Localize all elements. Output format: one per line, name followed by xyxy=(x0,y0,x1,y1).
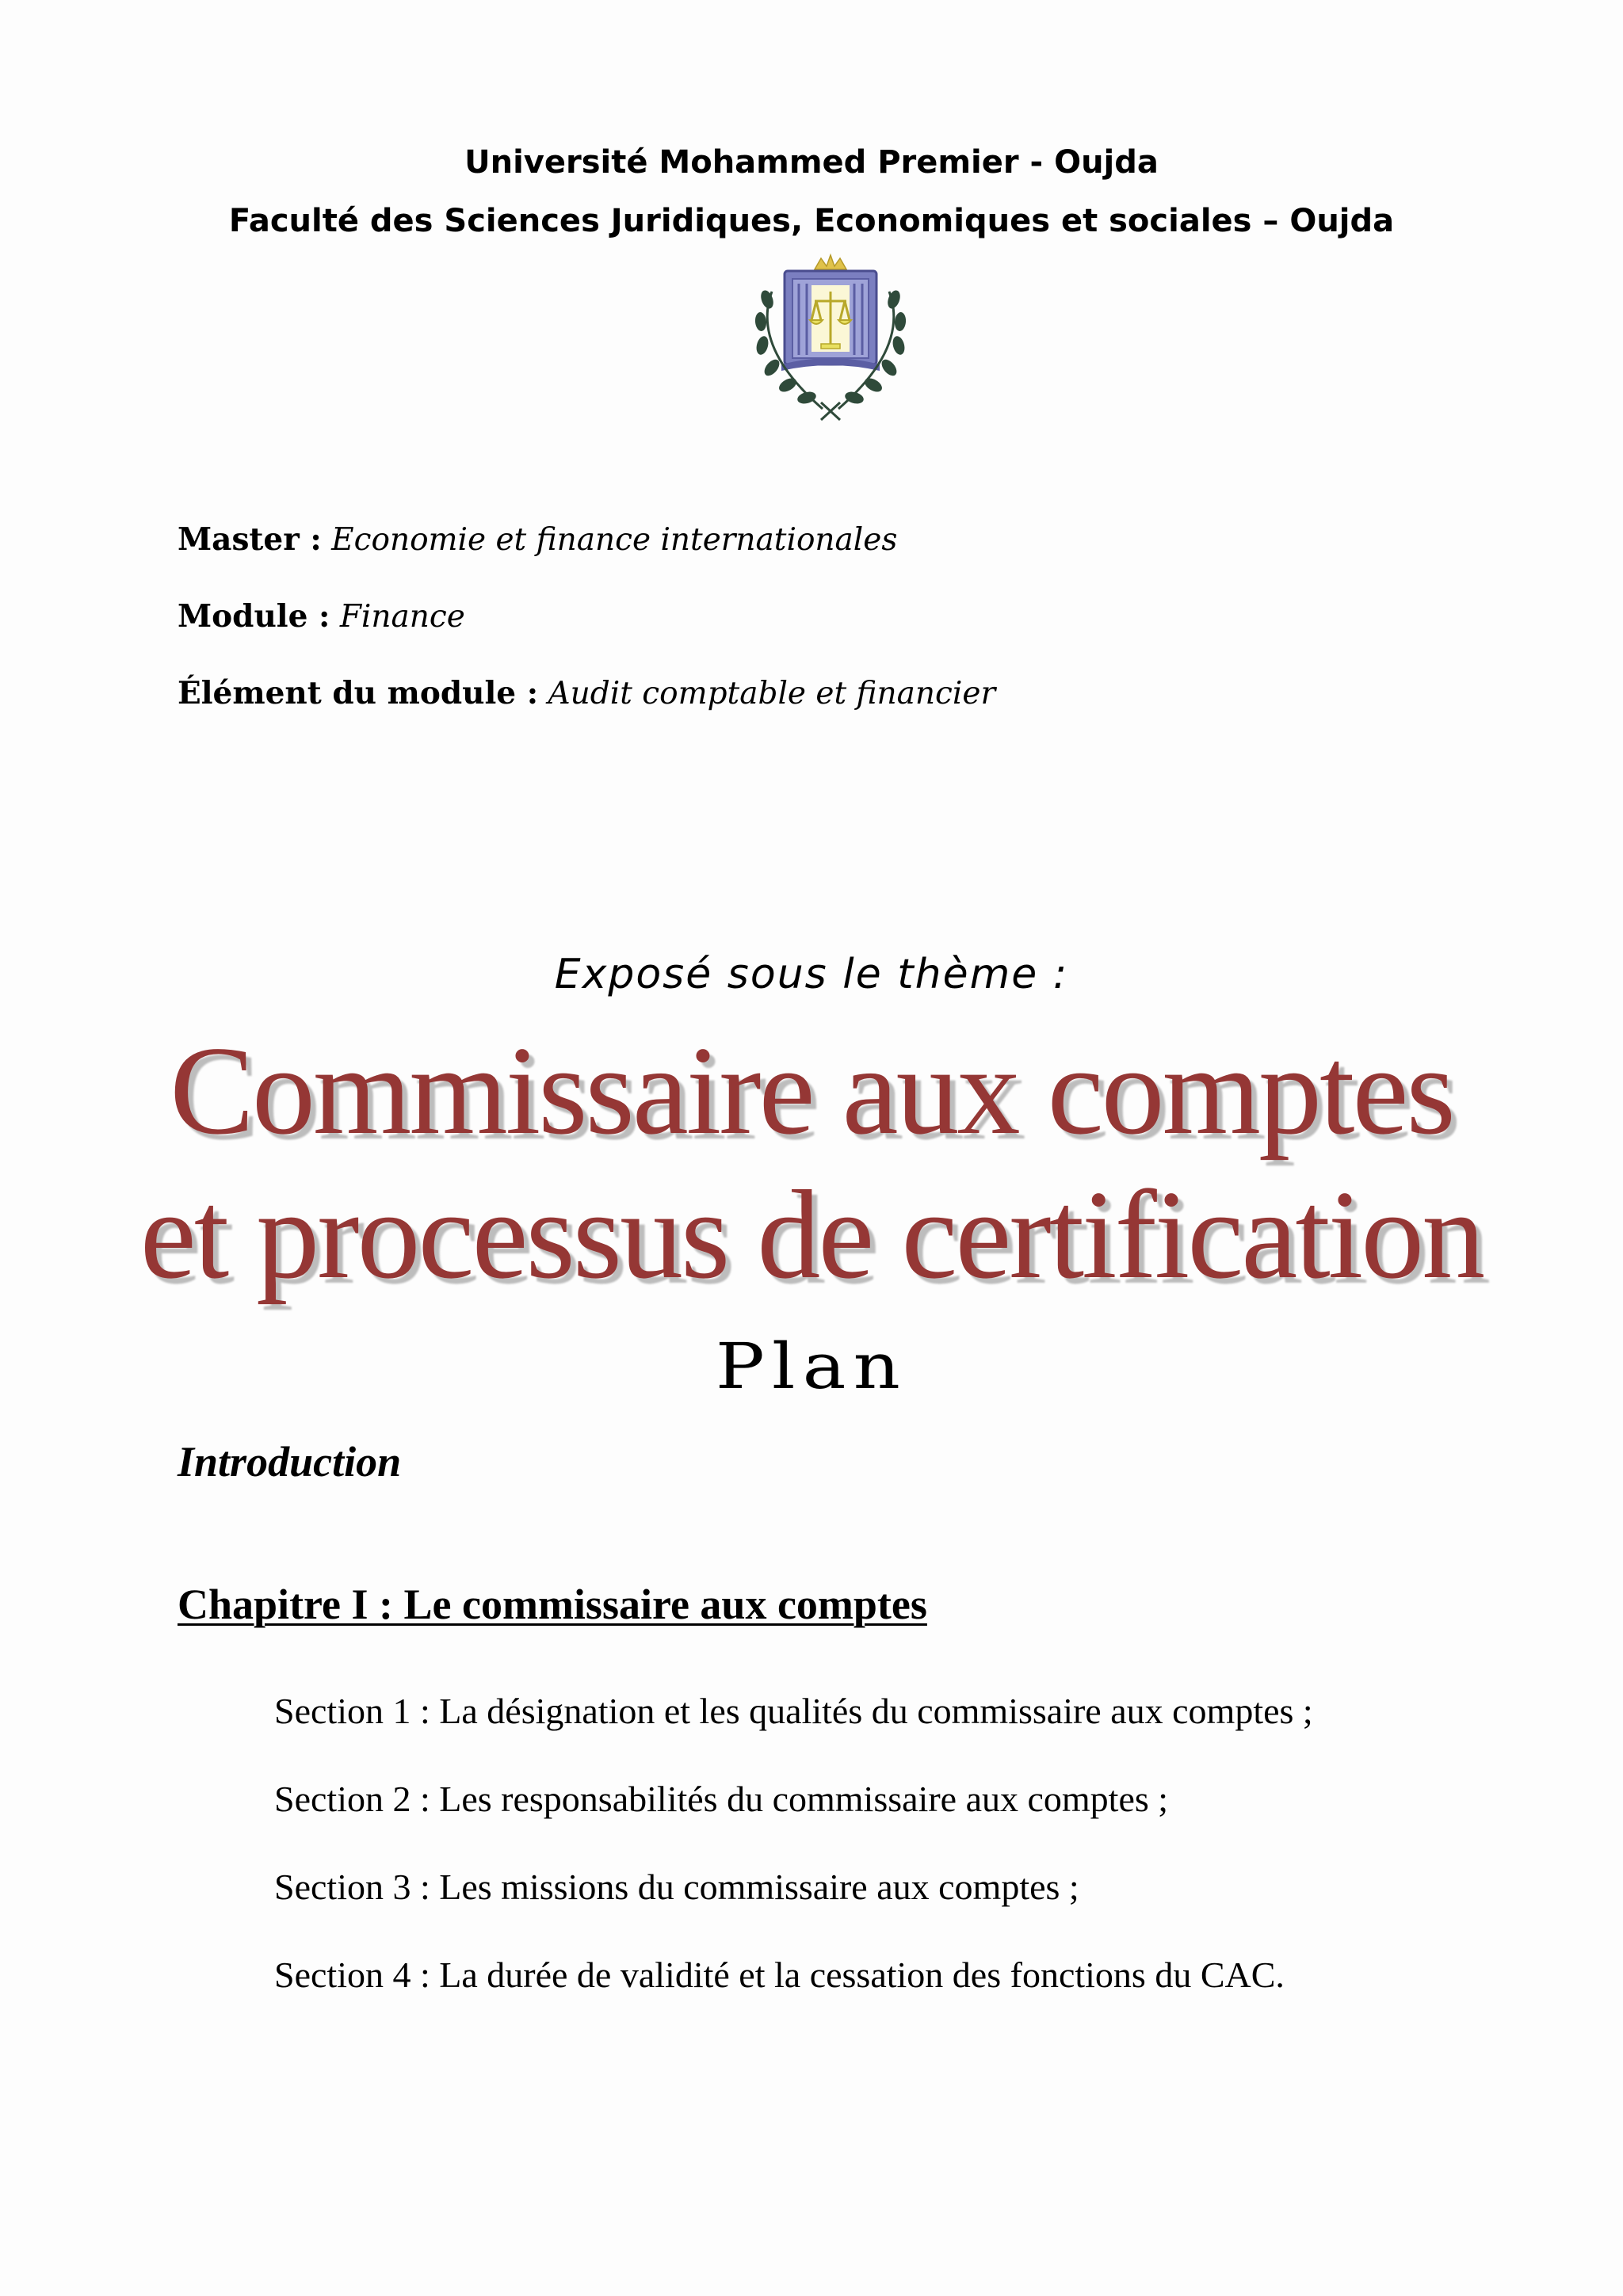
element-label: Élément du module : xyxy=(178,675,539,711)
university-name: Université Mohammed Premier - Oujda xyxy=(464,144,1159,181)
chapter-heading: Chapitre I : Le commissaire aux comptes xyxy=(178,1581,927,1628)
plan-heading: Plan xyxy=(715,1329,908,1403)
element-row xyxy=(178,667,995,744)
section-list xyxy=(274,1688,1313,2039)
faculty-crest-icon xyxy=(735,252,926,422)
list-item: Section 2 : Les responsabilités du commissaire aux comptes ; xyxy=(274,1779,1169,1819)
expose-subtitle: Exposé sous le thème : xyxy=(554,951,1069,998)
module-label: Module : xyxy=(178,598,330,635)
module-row xyxy=(178,590,995,667)
title-line-2: et processus de certification xyxy=(139,1164,1484,1305)
introduction-heading: Introduction xyxy=(178,1438,402,1486)
master-value: Economie et finance internationales xyxy=(331,522,898,558)
list-item: Section 1 : La désignation et les qualités du commissaire aux comptes ; xyxy=(274,1691,1313,1731)
university-header xyxy=(0,133,1623,250)
list-item: Section 3 : Les missions du commissaire aux comptes ; xyxy=(274,1867,1079,1907)
document-title xyxy=(0,1018,1623,1306)
module-value: Finance xyxy=(339,599,465,635)
faculty-name: Faculté des Sciences Juridiques, Economiques et sociales – Oujda xyxy=(228,203,1395,239)
master-row xyxy=(178,513,995,590)
master-label: Master : xyxy=(178,521,322,558)
element-value: Audit comptable et financier xyxy=(548,676,996,711)
course-info xyxy=(178,513,995,744)
title-line-1: Commissaire aux comptes xyxy=(170,1020,1453,1161)
list-item: Section 4 : La durée de validité et la cessation des fonctions du CAC. xyxy=(274,1955,1285,1995)
